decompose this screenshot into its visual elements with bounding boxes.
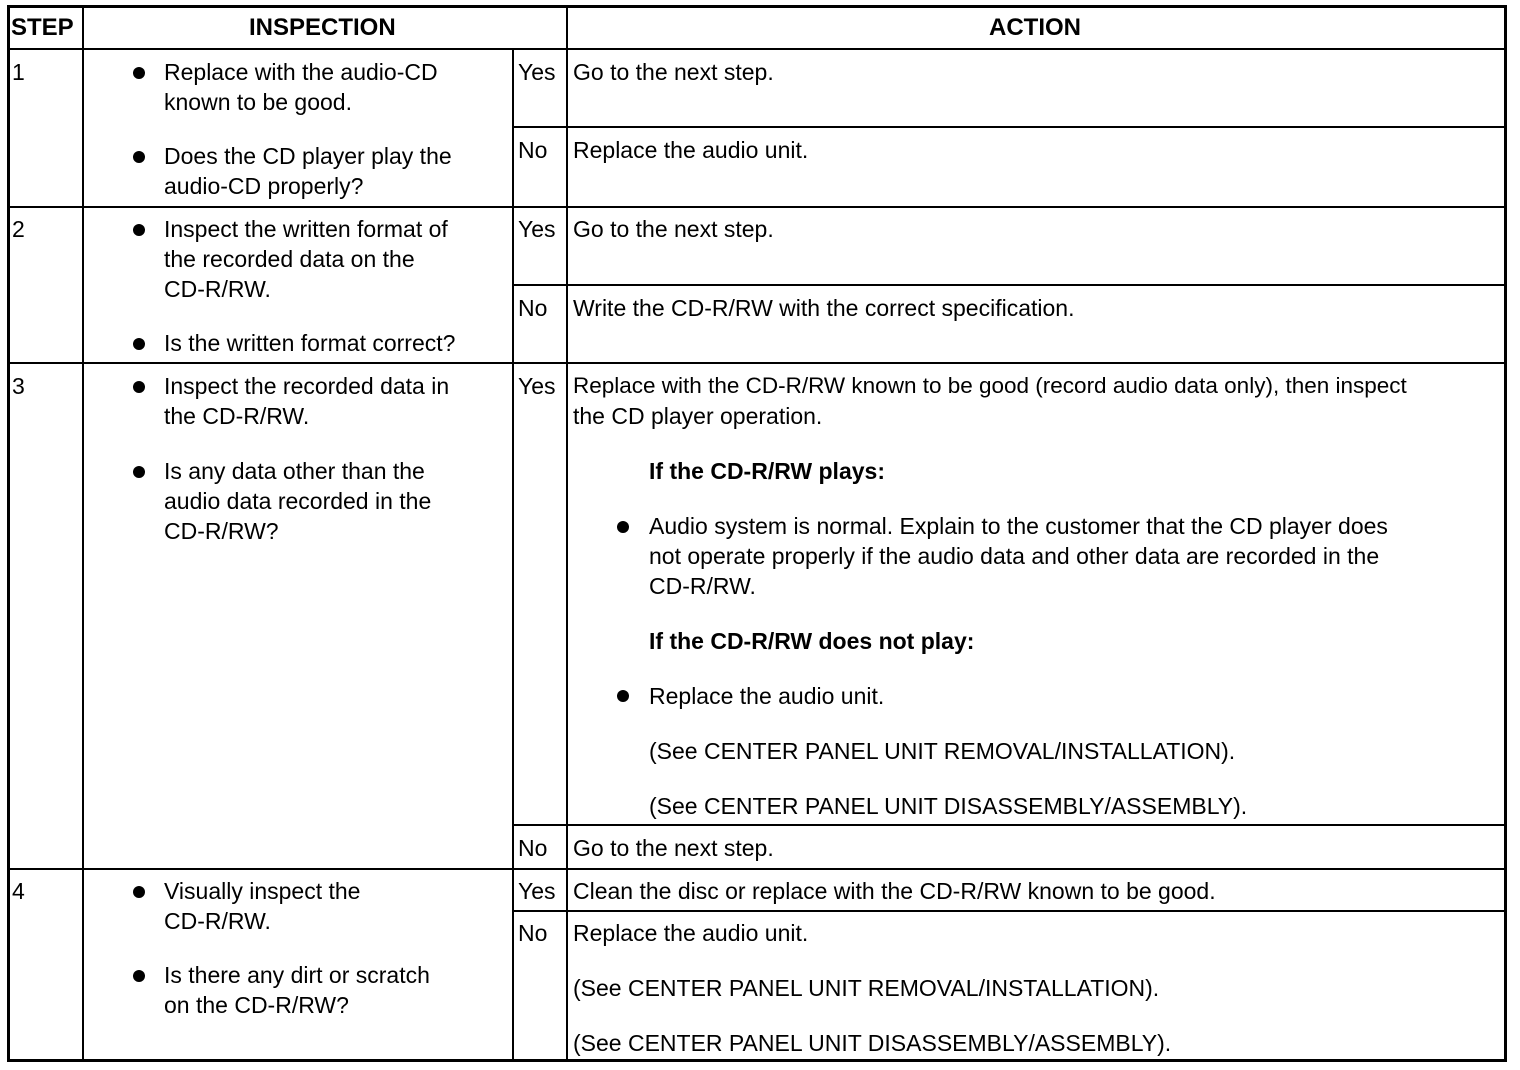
- inspection-line: Visually inspect the: [164, 878, 361, 904]
- row-divider-3: [8, 868, 1506, 870]
- yesno-divider-4: [512, 910, 1506, 912]
- yes-label: Yes: [518, 59, 556, 85]
- yes-action: Replace with the CD-R/RW known to be good (record audio data only), then inspect: [573, 373, 1407, 398]
- plays-bullet-line: not operate properly if the audio data and other data are recorded in the: [649, 543, 1380, 569]
- header-action: ACTION: [989, 14, 1081, 41]
- noplay-bullet: Replace the audio unit.: [649, 683, 885, 709]
- no-action: Write the CD-R/RW with the correct specification.: [573, 295, 1075, 321]
- no-label: No: [518, 295, 548, 321]
- inspection-line: CD-R/RW.: [164, 276, 271, 302]
- no-action: Replace the audio unit.: [573, 137, 809, 163]
- yes-label: Yes: [518, 216, 556, 242]
- inspection-line: Inspect the written format of: [164, 216, 448, 242]
- no-label: No: [518, 835, 548, 861]
- inspection-line: CD-R/RW.: [164, 908, 271, 934]
- inspection-line: Replace with the audio-CD: [164, 59, 438, 85]
- bullet-icon: [133, 151, 145, 163]
- bullet-icon: [133, 67, 145, 79]
- noplay-heading: If the CD-R/RW does not play:: [649, 628, 975, 654]
- inspection-line: audio-CD properly?: [164, 173, 364, 199]
- inspection-line: the CD-R/RW.: [164, 403, 310, 429]
- row-divider-header: [8, 48, 1506, 50]
- inspection-line: Does the CD player play the: [164, 143, 452, 169]
- inspection-line: CD-R/RW?: [164, 518, 279, 544]
- yesno-divider-1: [512, 126, 1506, 128]
- reference-link[interactable]: (See CENTER PANEL UNIT DISASSEMBLY/ASSEMBLY).: [573, 1030, 1172, 1056]
- yes-action: the CD player operation.: [573, 403, 823, 429]
- inspection-line: Is any data other than the: [164, 458, 425, 484]
- bullet-icon: [133, 970, 145, 982]
- inspection-line: audio data recorded in the: [164, 488, 432, 514]
- step-number: 4: [12, 878, 25, 904]
- header-step: STEP: [11, 14, 74, 41]
- no-action: Go to the next step.: [573, 835, 774, 861]
- reference-link[interactable]: (See CENTER PANEL UNIT REMOVAL/INSTALLATION).: [573, 975, 1160, 1001]
- plays-bullet-line: Audio system is normal. Explain to the customer that the CD player does: [649, 513, 1388, 539]
- bullet-icon: [617, 690, 629, 702]
- bullet-icon: [133, 381, 145, 393]
- no-label: No: [518, 920, 548, 946]
- bullet-icon: [133, 338, 145, 350]
- yes-label: Yes: [518, 878, 556, 904]
- bullet-icon: [617, 521, 629, 533]
- plays-bullet-line: CD-R/RW.: [649, 573, 756, 599]
- inspection-line: the recorded data on the: [164, 246, 415, 272]
- no-action: Replace the audio unit.: [573, 920, 809, 946]
- yes-action: Clean the disc or replace with the CD-R/RW known to be good.: [573, 878, 1216, 904]
- inspection-line: on the CD-R/RW?: [164, 992, 349, 1018]
- yesno-divider-2: [512, 284, 1506, 286]
- row-divider-2: [8, 362, 1506, 364]
- inspection-line: Is there any dirt or scratch: [164, 962, 430, 988]
- bullet-icon: [133, 224, 145, 236]
- yes-action: Go to the next step.: [573, 59, 774, 85]
- yes-action: Go to the next step.: [573, 216, 774, 242]
- plays-heading: If the CD-R/RW plays:: [649, 458, 885, 484]
- no-label: No: [518, 137, 548, 163]
- step-number: 2: [12, 216, 25, 242]
- header-inspection: INSPECTION: [249, 14, 396, 41]
- row-divider-1: [8, 206, 1506, 208]
- yes-label: Yes: [518, 373, 556, 399]
- bullet-icon: [133, 466, 145, 478]
- col-divider-inspection: [566, 6, 568, 50]
- reference-link[interactable]: (See CENTER PANEL UNIT REMOVAL/INSTALLATION).: [649, 738, 1236, 764]
- bullet-icon: [133, 886, 145, 898]
- step-number: 1: [12, 59, 25, 85]
- inspection-line: Is the written format correct?: [164, 330, 456, 356]
- col-divider-step: [82, 6, 84, 1061]
- inspection-line: known to be good.: [164, 89, 352, 115]
- reference-link[interactable]: (See CENTER PANEL UNIT DISASSEMBLY/ASSEMBLY).: [649, 793, 1248, 819]
- yesno-divider-3: [512, 824, 1506, 826]
- inspection-line: Inspect the recorded data in: [164, 373, 450, 399]
- step-number: 3: [12, 373, 25, 399]
